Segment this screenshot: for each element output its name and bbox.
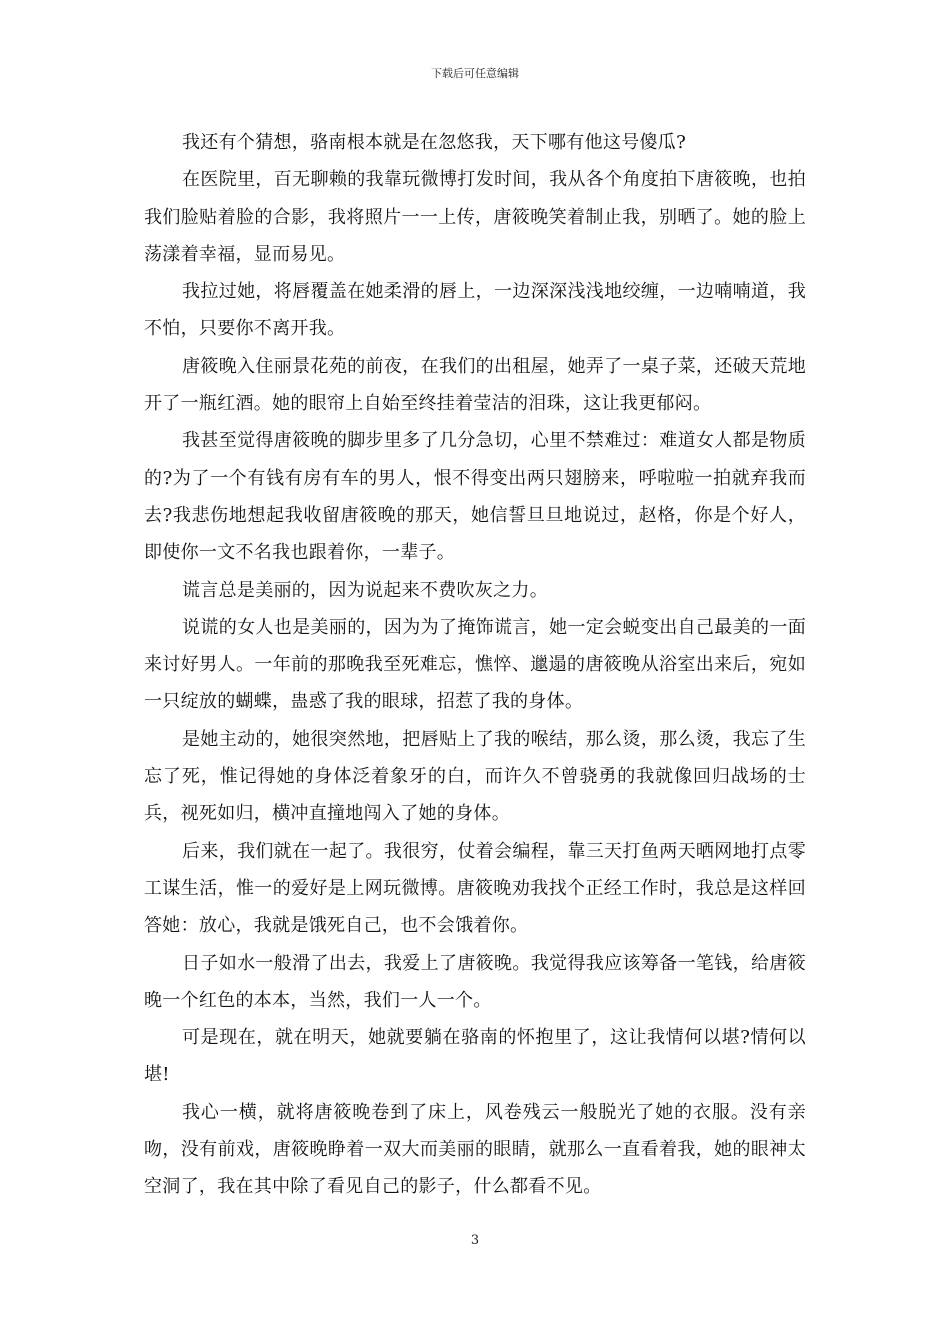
paragraph: 唐筱晚入住丽景花苑的前夜，在我们的出租屋，她弄了一桌子菜，还破天荒地开了一瓶红酒。她的眼帘上自始至终挂着莹洁的泪珠，这让我更郁闷。 (144, 355, 806, 415)
paragraph: 是她主动的，她很突然地，把唇贴上了我的喉结，那么烫，那么烫，我忘了生忘了死，惟记得她的身体泛着象牙的白，而许久不曾骁勇的我就像回归战场的士兵，视死如归，横冲直撞地闯入了她的身体。 (144, 728, 806, 825)
paragraph: 说谎的女人也是美丽的，因为为了掩饰谎言，她一定会蜕变出自己最美的一面来讨好男人。一年前的那晚我至死难忘，憔悴、邋遢的唐筱晚从浴室出来后，宛如一只绽放的蝴蝶，蛊惑了我的眼球，招惹了我的身体。 (144, 616, 806, 713)
page-header: 下载后可任意编辑 (431, 67, 519, 80)
paragraph: 我心一横，就将唐筱晚卷到了床上，风卷残云一般脱光了她的衣服。没有亲吻，没有前戏，唐筱晚睁着一双大而美丽的眼睛，就那么一直看着我，她的眼神太空洞了，我在其中除了看见自己的影子，什么都看不见。 (144, 1101, 806, 1198)
document-body (144, 124, 806, 1206)
paragraph: 谎言总是美丽的，因为说起来不费吹灰之力。 (182, 579, 548, 601)
paragraph: 在医院里，百无聊赖的我靠玩微博打发时间，我从各个角度拍下唐筱晚，也拍我们脸贴着脸的合影，我将照片一一上传，唐筱晚笑着制止我，别晒了。她的脸上荡漾着幸福，显而易见。 (144, 169, 806, 265)
paragraph: 我甚至觉得唐筱晚的脚步里多了几分急切，心里不禁难过：难道女人都是物质的?为了一个有钱有房有车的男人，恨不得变出两只翅膀来，呼啦啦一拍就弃我而去?我悲伤地想起我收留唐筱晚的那天，她信誓旦旦地说过，赵格，你是个好人，即使你一文不名我也跟着你，一辈子。 (144, 430, 806, 564)
paragraph: 我还有个猜想，骆南根本就是在忽悠我，天下哪有他这号傻瓜? (182, 132, 687, 153)
paragraph: 可是现在，就在明天，她就要躺在骆南的怀抱里了，这让我情何以堪?情何以堪! (144, 1027, 806, 1086)
paragraph: 日子如水一般滑了出去，我爱上了唐筱晚。我觉得我应该筹备一笔钱，给唐筱晚一个红色的本本，当然，我们一人一个。 (144, 952, 806, 1011)
page-number: 3 (470, 1233, 480, 1248)
paragraph: 我拉过她，将唇覆盖在她柔滑的唇上，一边深深浅浅地绞缠，一边喃喃道，我不怕，只要你不离开我。 (144, 281, 806, 340)
paragraph: 后来，我们就在一起了。我很穷，仗着会编程，靠三天打鱼两天晒网地打点零工谋生活，惟一的爱好是上网玩微博。唐筱晚劝我找个正经工作时，我总是这样回答她：放心，我就是饿死自己，也不会饿着你。 (144, 840, 806, 937)
